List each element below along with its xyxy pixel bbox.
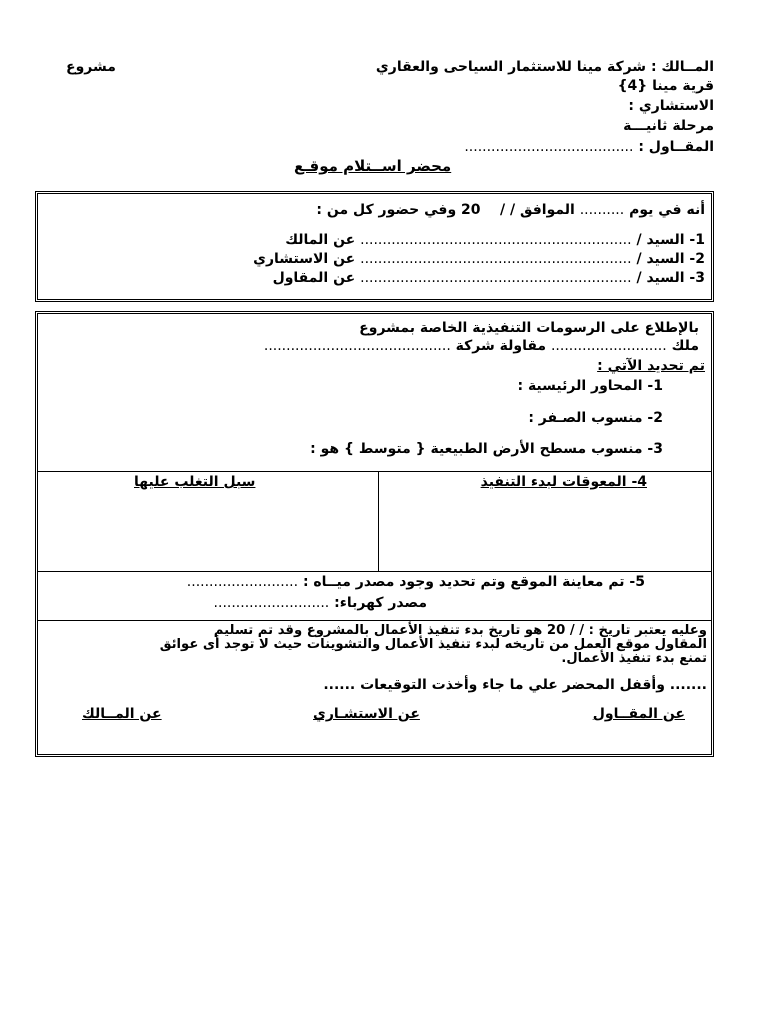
closing-line-1: وعليه يعتبر تاريخ : / / 20 هو تاريخ بدء تنفيذ الأعمال بالمشروع وقد تم تسليم (213, 623, 707, 638)
signature-contractor: عن المقــاول (592, 706, 685, 722)
date-line-mid: الموافق / / (500, 202, 575, 218)
site-details-box (35, 311, 714, 757)
attendee-role: عن الاستشاري (253, 251, 356, 267)
intro-owner-dots: .......................... (550, 338, 667, 354)
date-line-start: أنه في يوم (629, 202, 705, 218)
intro-contractor-label: مقاولة شركة (455, 338, 547, 354)
divider (38, 571, 711, 572)
attendance-box (35, 191, 714, 302)
closing-line-2: المقاول موقع العمل من تاريخه لبدء تنفيذ الأعمال والتشوينات حيث لا توجد أى عوائق (159, 637, 707, 652)
item-ground-level: 3- منسوب مسطح الأرض الطبيعية { متوسط } هو : (310, 441, 663, 457)
divider (38, 620, 711, 621)
column-divider (378, 471, 379, 571)
attendee-role: عن المقاول (272, 270, 356, 286)
electricity-label: مصدر كهرباء: (334, 595, 427, 611)
attendee-dots: ............................................................. (360, 232, 632, 248)
consultant-line: الاستشاري : (628, 98, 714, 114)
contractor-label: المقــاول : (638, 139, 714, 155)
solutions-header: سبل التغلب عليها (134, 474, 256, 490)
attendee-dots: ............................................................. (360, 251, 632, 267)
attendee-dots: ............................................................. (360, 270, 632, 286)
closing-line-3: تمنع بدء تنفيذ الأعمال. (561, 651, 707, 666)
attendee-label: 1- السيد / (636, 232, 705, 248)
electricity-line (214, 595, 427, 611)
signature-owner: عن المــالك (82, 706, 162, 722)
intro-owner-label: ملك (671, 338, 699, 354)
intro-contractor-dots: .......................................... (263, 338, 451, 354)
attendee-role: عن المالك (285, 232, 356, 248)
date-dots: .......... (579, 202, 625, 218)
item-zero-level: 2- منسوب الصـفر : (528, 410, 663, 426)
obstacles-header: 4- المعوقات لبدء التنفيذ (480, 474, 647, 490)
phase-line: مرحلة ثانيـــة (623, 118, 714, 134)
attendee-label: 3- السيد / (636, 270, 705, 286)
date-line-end: وفي حضور كل من : (316, 202, 457, 218)
water-dots: ......................... (186, 574, 299, 590)
inspection-line (187, 574, 645, 590)
item-main-axes: 1- المحاور الرئيسية : (517, 378, 663, 394)
intro-line-1: بالإطلاع على الرسومات التنفيذية الخاصة بمشروع (359, 320, 699, 336)
attendee-row (253, 251, 705, 267)
project-label: مشروع (66, 59, 116, 75)
date-year: 20 (461, 202, 481, 218)
electricity-dots: .......................... (213, 595, 330, 611)
attendee-row (273, 270, 705, 286)
attendee-label: 2- السيد / (636, 251, 705, 267)
divider (38, 471, 711, 472)
intro-line-2 (264, 338, 699, 354)
determined-label: تم تحديد الآتي : (597, 358, 705, 374)
date-line (316, 202, 705, 218)
village-line: قرية مينا {4} (617, 78, 714, 94)
contractor-line (464, 138, 714, 156)
closing-line-4: ....... وأقفل المحضر علي ما جاء وأخذت التوقيعات ...... (323, 677, 707, 693)
document-title: محضر اســتلام موقـع (294, 157, 452, 175)
owner-line: المــالك : شركة مينا للاستثمار السياحى والعقاري (375, 59, 714, 75)
attendee-row (285, 232, 705, 248)
contractor-dots: ...................................... (464, 139, 634, 155)
signature-consultant: عن الاستشـاري (313, 706, 420, 722)
inspection-text: 5- تم معاينة الموقع وتم تحديد وجود مصدر ميــاه : (302, 574, 645, 590)
